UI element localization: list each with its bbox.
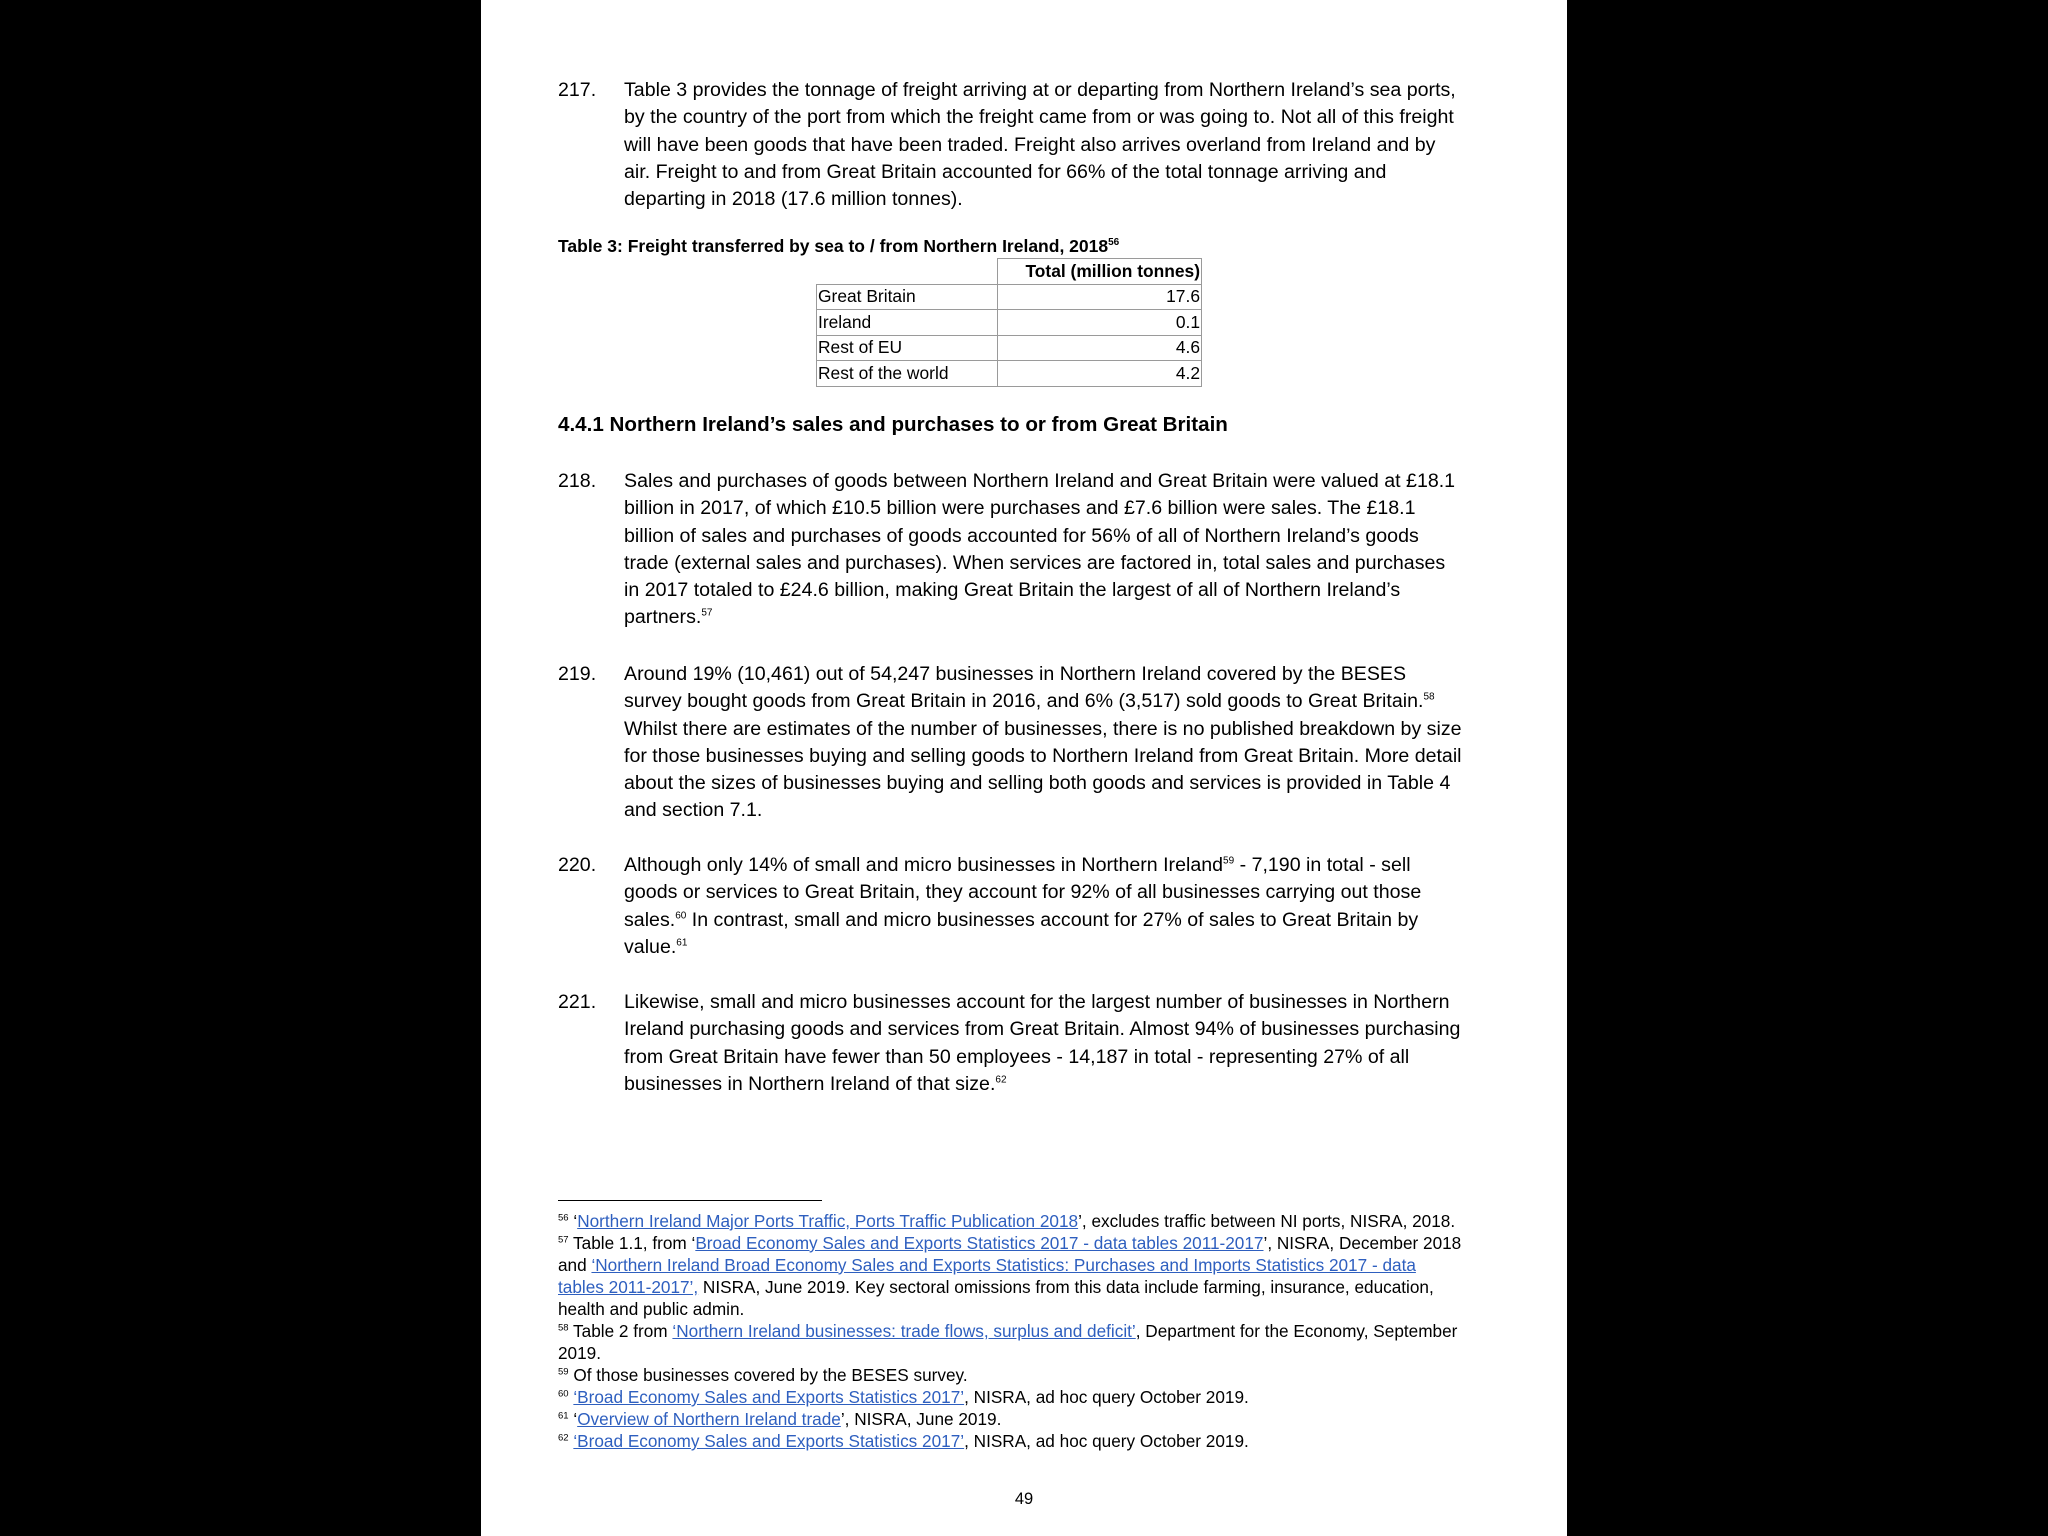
table-row [817,284,1202,310]
paragraph-218 [558,468,1464,632]
table-row-value: 4.6 [998,335,1202,361]
table-header-cell: Total (million tonnes) [998,259,1202,285]
paragraph-221 [558,989,1464,1098]
footnote-link[interactable]: Overview of Northern Ireland trade [577,1409,841,1429]
paragraph-text: Likewise, small and micro businesses account for the largest number of businesses in Northern Ireland purchasing goods and services from Great Britain. Almost 94% of businesses purchasing from Great Britain have fewer than 50 employees - 14,187 in total - representing 27% of all businesses in Northern Ireland of that size.$^{62}$ [624,991,1461,1095]
footnote-link[interactable]: ‘Northern Ireland businesses: trade flows, surplus and deficit’ [672,1321,1136,1341]
footnote-ref[interactable]: 61 [676,937,688,949]
table-row-label: Great Britain [817,284,998,310]
paragraph-number: 220. [558,854,597,876]
paragraph-217 [558,77,1464,213]
table-row [817,310,1202,336]
freight-table [816,258,1202,387]
table-row-value: 4.2 [998,361,1202,387]
footnote-ref[interactable]: 60 [675,910,687,922]
footnote-62: $^{62}$ ‘Broad Economy Sales and Exports Statistics 2017’, NISRA, ad hoc query October 2019. [558,1431,1249,1451]
table-row-label: Rest of EU [817,335,998,361]
footnote-ref[interactable]: 59 [1223,855,1235,867]
footnote-ref[interactable]: 58 [1423,691,1435,703]
table-corner-cell [817,259,998,285]
footnote-ref[interactable]: 57 [701,607,713,619]
paragraph-text: Around 19% (10,461) out of 54,247 businesses in Northern Ireland covered by the BESES survey bought goods from Great Britain in 2016, and 6% (3,517) sold goods to Great Britain.$^{58}$ Whilst there are estimates of the number of businesses, there is no published breakdown by size for those businesses buying and selling goods to Northern Ireland from Great Britain. More detail about the sizes of businesses buying and selling both goods and services is provided in Table 4 and section 7.1. [624,663,1462,822]
footnote-57: $^{57}$ Table 1.1, from ‘Broad Economy Sales and Exports Statistics 2017 - data tables 2011-2017’, NISRA, December 2018 and ‘Northern Ireland Broad Economy Sales and Exports Statistics: Purchases and Imports Statistics 2017 - data tables 2011-2017’, NISRA, June 2019. Key sectoral omissions from this data include farming, insurance, education, health and public admin. [558,1233,1462,1319]
footnote-59: $^{59}$ Of those businesses covered by the BESES survey. [558,1365,968,1385]
table-row [817,335,1202,361]
footnotes [558,1210,1466,1452]
footnote-56: $^{56}$ ‘Northern Ireland Major Ports Traffic, Ports Traffic Publication 2018’, excludes traffic between NI ports, NISRA, 2018. [558,1211,1456,1231]
paragraph-text: Although only 14% of small and micro businesses in Northern Ireland$^{59}$ - 7,190 in total - sell goods or services to Great Britain, they account for 92% of all businesses carrying out those sales.$^{60}$ In contrast, small and micro businesses account for 27% of sales to Great Britain by value.$^{61}$ [624,854,1422,958]
paragraph-219 [558,661,1464,825]
section-heading: 4.4.1 Northern Ireland’s sales and purchases to or from Great Britain [558,413,1228,436]
document-page [481,0,1567,1536]
table-caption: Table 3: Freight transferred by sea to / from Northern Ireland, 2018$^{56}$ [558,236,1120,256]
paragraph-number: 217. [558,79,597,101]
paragraph-number: 219. [558,663,597,685]
table-row-value: 17.6 [998,284,1202,310]
footnote-60: $^{60}$ ‘Broad Economy Sales and Exports Statistics 2017’, NISRA, ad hoc query October 2019. [558,1387,1249,1407]
table-header-row [817,259,1202,285]
footnote-58: $^{58}$ Table 2 from ‘Northern Ireland businesses: trade flows, surplus and deficit’, Department for the Economy, September 2019. [558,1321,1458,1363]
table-row [817,361,1202,387]
footnote-divider [558,1200,822,1201]
footnote-link[interactable]: ‘Broad Economy Sales and Exports Statistics 2017’ [573,1387,965,1407]
footnote-link[interactable]: Northern Ireland Major Ports Traffic, Ports Traffic Publication 2018 [577,1211,1079,1231]
paragraph-number: 221. [558,991,597,1013]
table-row-label: Ireland [817,310,998,336]
footnote-link[interactable]: Broad Economy Sales and Exports Statistics 2017 - data tables 2011-2017 [695,1233,1264,1253]
footnote-ref[interactable]: 56 [1108,237,1120,249]
footnote-61: $^{61}$ ‘Overview of Northern Ireland trade’, NISRA, June 2019. [558,1409,1002,1429]
footnote-link[interactable]: ‘Northern Ireland Broad Economy Sales and Exports Statistics: Purchases and Imports Statistics 2017 - data tables 2011-2017’, [558,1255,1416,1297]
table-row-value: 0.1 [998,310,1202,336]
paragraph-number: 218. [558,470,597,492]
page-number: 49 [1014,1490,1034,1508]
paragraph-220 [558,852,1464,961]
paragraph-text: Table 3 provides the tonnage of freight arriving at or departing from Northern Ireland’s sea ports, by the country of the port from which the freight came from or was going to. Not all of this freight will have been goods that have been traded. Freight also arrives overland from Ireland and by air. Freight to and from Great Britain accounted for 66% of the total tonnage arriving and departing in 2018 (17.6 million tonnes). [624,79,1456,211]
footnote-ref[interactable]: 62 [995,1074,1007,1086]
footnote-link[interactable]: ‘Broad Economy Sales and Exports Statistics 2017’ [573,1431,965,1451]
paragraph-text: Sales and purchases of goods between Northern Ireland and Great Britain were valued at £18.1 billion in 2017, of which £10.5 billion were purchases and £7.6 billion were sales. The £18.1 billion of sales and purchases of goods accounted for 56% of all of Northern Ireland’s goods trade (external sales and purchases). When services are factored in, total sales and purchases in 2017 totaled to £24.6 billion, making Great Britain the largest of all of Northern Ireland’s partners.$^{57}$ [624,470,1456,629]
table-row-label: Rest of the world [817,361,998,387]
